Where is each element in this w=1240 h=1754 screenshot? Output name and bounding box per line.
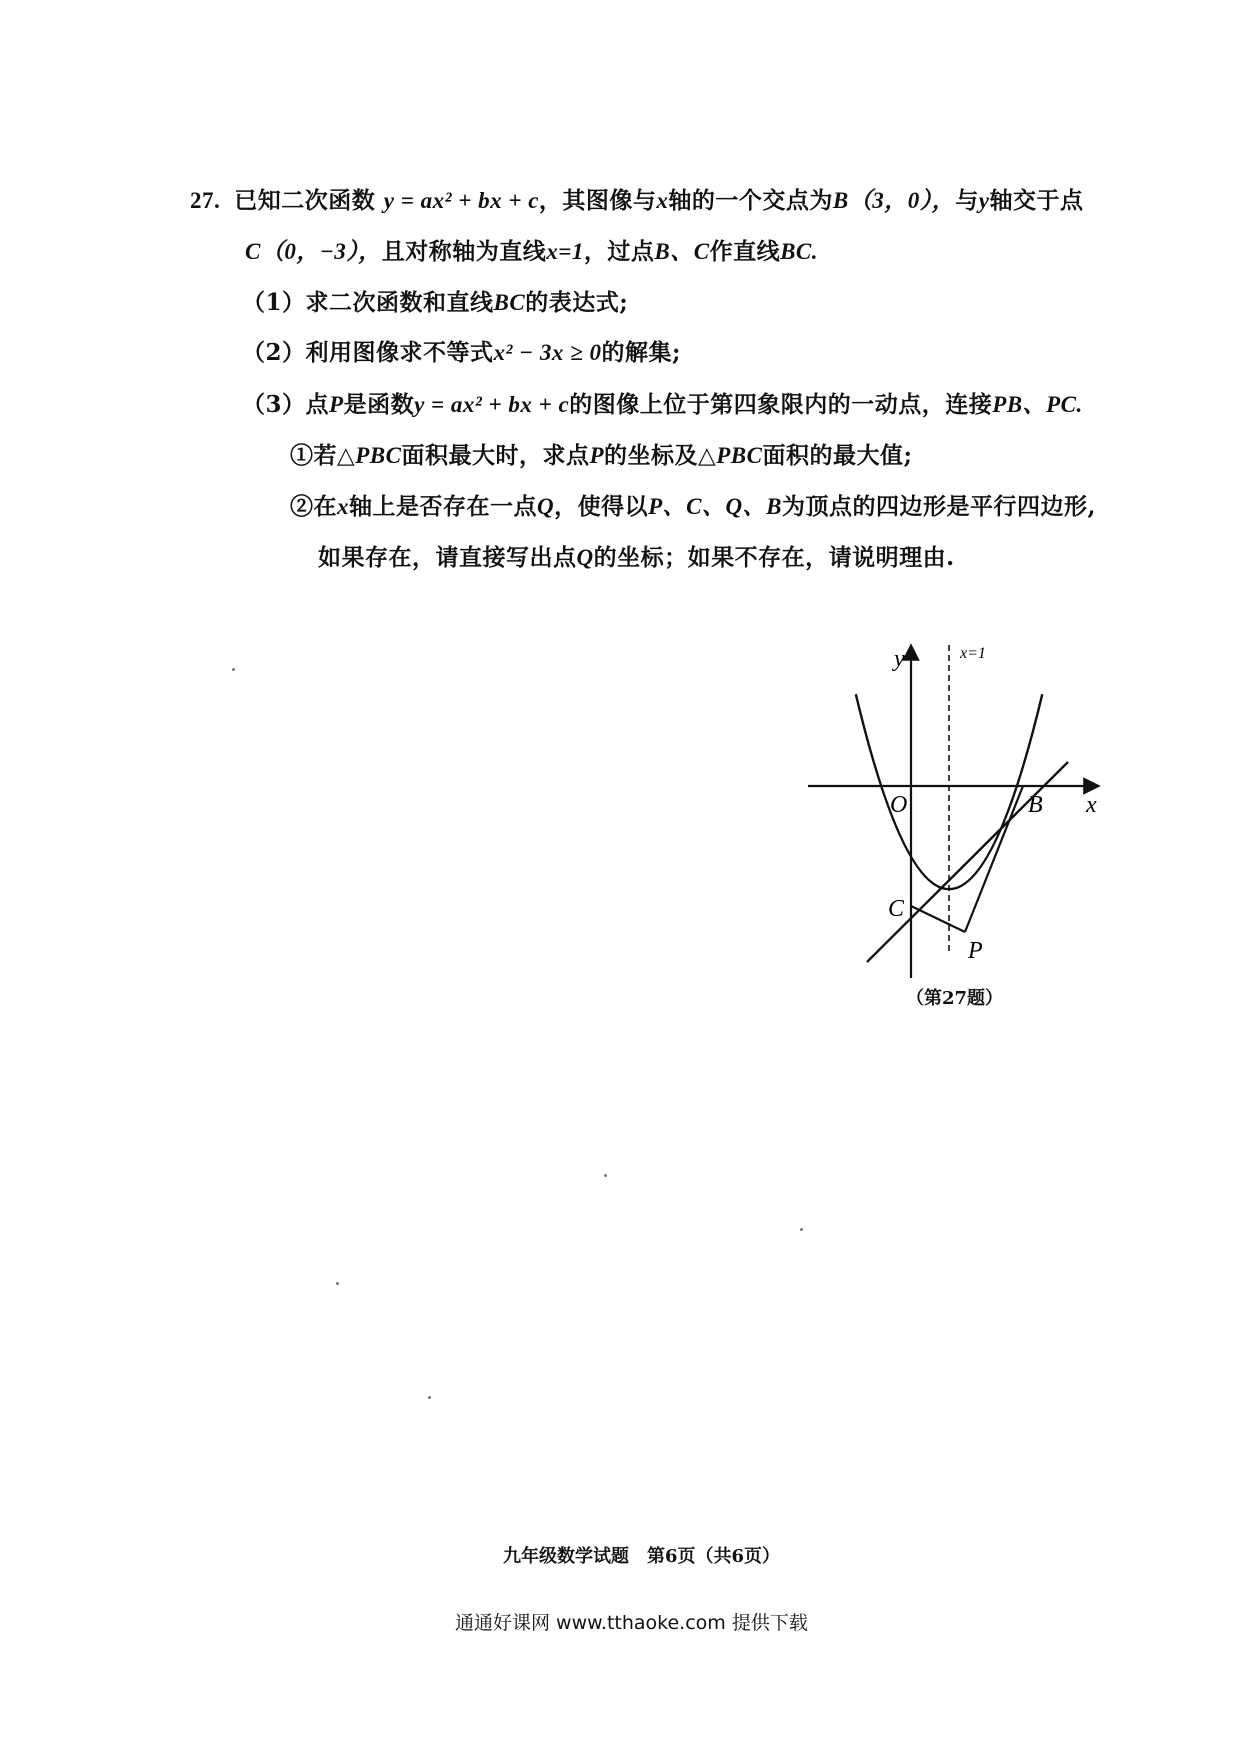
point-c: C（0，−3）， [245, 239, 382, 264]
segment-pc [911, 906, 965, 932]
part-2-line-2: 如果存在，请直接写出点Q的坐标；如果不存在，请说明理由. [318, 544, 955, 571]
download-credit: 通通好课网 www.tthaoke.com 提供下载 [455, 1612, 808, 1634]
scan-speck [232, 668, 235, 671]
label-y: y [894, 646, 905, 672]
part-1: ①若△PBC面积最大时，求点P的坐标及△PBC面积的最大值; [290, 442, 913, 469]
parabola-figure [800, 640, 1110, 980]
page-footer: 九年级数学试题 第6页（共6页） [503, 1546, 781, 1567]
label-b: B [1028, 792, 1043, 818]
scan-speck [336, 1282, 339, 1285]
segment-pb [965, 786, 1023, 932]
label-x: x [1086, 792, 1097, 818]
scan-speck [800, 1228, 803, 1231]
scan-speck [604, 1174, 607, 1177]
sub-question-1: （1）求二次函数和直线BC的表达式; [242, 289, 629, 316]
stem-text: 已知二次函数 [234, 187, 376, 214]
scan-speck [428, 1396, 431, 1399]
question-line-1: 27. 已知二次函数 y = ax² + bx + c，其图像与x轴的一个交点为B（3，0），与y轴交于点 [190, 187, 1084, 214]
label-o: O [890, 792, 908, 818]
label-axis: x=1 [960, 645, 986, 662]
question-number: 27. [190, 188, 221, 213]
inequality: x² − 3x ≥ 0 [493, 340, 602, 365]
figure-caption: （第27题） [906, 988, 1004, 1009]
sub-question-2: （2）利用图像求不等式x² − 3x ≥ 0的解集; [242, 339, 681, 366]
point-b: B（3，0）， [832, 188, 956, 213]
part-2: ②在x轴上是否存在一点Q，使得以P、C、Q、B为顶点的四边形是平行四边形, [290, 493, 1096, 520]
sub-question-3: （3）点P是函数y = ax² + bx + c的图像上位于第四象限内的一动点，连接PB、PC. [242, 391, 1083, 418]
label-c: C [888, 896, 905, 922]
function-expression: y = ax² + bx + c [383, 188, 539, 213]
label-p: P [968, 938, 983, 964]
question-line-2: C（0，−3），且对称轴为直线x=1，过点B、C作直线BC. [245, 238, 819, 265]
